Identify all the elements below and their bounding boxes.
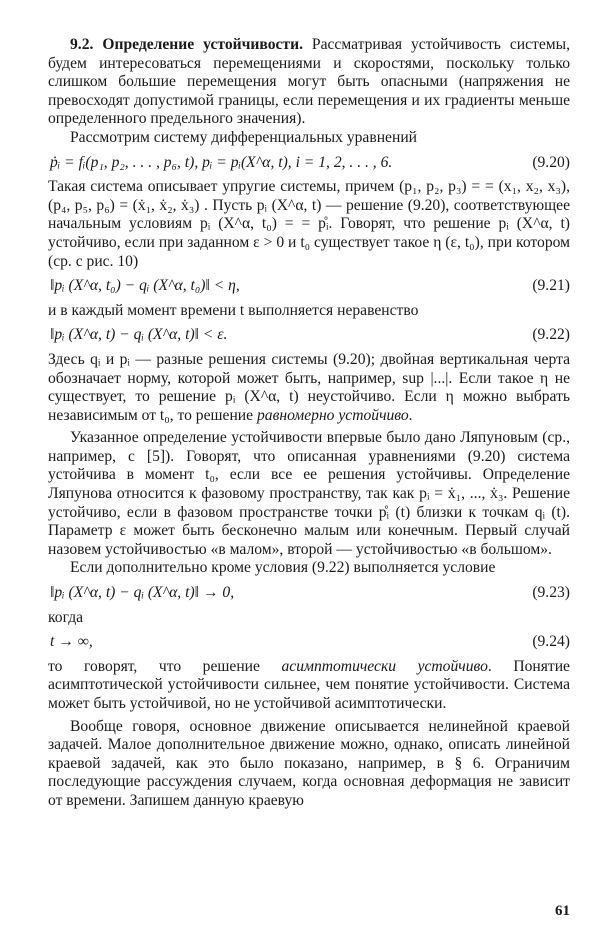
equation-9-20-number: (9.20) xyxy=(532,153,570,171)
consider-paragraph: Рассмотрим систему дифференциальных уравнений xyxy=(70,128,418,146)
asymptotic-paragraph xyxy=(48,658,570,714)
system-paragraph: Такая система описывает упругие системы, причем (p₁, p₂, p₃) = = (x₁, x₂, x₃), (p₄, p₅, p₆) = (ẋ₁, ẋ₂, ẋ₃) . Пусть pᵢ (X^α, t) — решение (9.20), соответствующее начальным условиям pᵢ (X^α, t₀) = = p̊ᵢ. Говорят, что решение pᵢ (X^α, t) устойчиво, если при заданном ε > 0 и t₀ существует такое η (ε, t₀), при котором (ср. с рис. 10) xyxy=(48,178,570,270)
equation-9-23 xyxy=(48,584,570,603)
section-heading: 9.2. Определение устойчивости. xyxy=(70,36,303,53)
page-body xyxy=(48,36,570,811)
lyapunov-paragraph: Указанное определение устойчивости впервые было дано Ляпуновым (ср., например, с [5]). Говорят, что описанная уравнениями (9.20) система устойчива в момент t₀, если все ее решения устойчивы. Определение Ляпунова относится к фазовому пространству, так как pᵢ = ẋ₁, ..., ẋ₃. Решение устойчиво, если в фазовом пространстве точки p̊ᵢ (t) близки к точкам qᵢ (t). Параметр ε может быть бесконечно малым или конечным. Первый случай назовем устойчивостью «в малом», второй — устойчивостью «в большом». xyxy=(48,429,570,558)
general-paragraph: Вообще говоря, основное движение описывается нелинейной краевой задачей. Малое дополнительное движение можно, однако, описать линейной краевой задачей, как это было показано, например, в § 6. Ограничим последующие рассуждения случаем, когда основная деформация не зависит от времени. Запишем данную краевую xyxy=(48,717,570,809)
intro-text: Рассматривая устойчивость системы, будем интересоваться перемещениями и скоростями, поскольку только слишком большие перемещения могут быть опасными (напряжения не превосходят допустимой границы, если перемещения и их градиенты меньше определенного предельного значения). xyxy=(48,36,571,128)
equation-9-22-expression: ‖pᵢ (X^α, t) − qᵢ (X^α, t)‖ < ε. xyxy=(50,326,228,344)
each-moment-paragraph: и в каждый момент времени t выполняется неравенство xyxy=(48,301,419,319)
uniformly-stable-term: равномерно устойчиво xyxy=(256,406,409,424)
asymptotic-text-end: . Понятие асимптотической устойчивости сильнее, чем понятие устойчивости. Система может быть устойчивой, но не устойчивой асимптотически. xyxy=(48,657,570,712)
if-paragraph: Если дополнительно кроме условия (9.22) выполняется условие xyxy=(70,559,496,577)
equation-9-24-number: (9.24) xyxy=(532,633,570,651)
here-paragraph xyxy=(48,351,570,425)
section-intro-paragraph xyxy=(48,36,570,129)
asymptotic-text: то говорят, что решение xyxy=(48,657,282,675)
equation-9-21-number: (9.21) xyxy=(532,277,570,295)
equation-9-20-expression: ṗᵢ = fᵢ(p₁, p₂, . . . , p₆, t), pᵢ = pᵢ(X^α, t), i = 1, 2, . . . , 6. xyxy=(50,153,393,171)
equation-9-21-expression: ‖pᵢ (X^α, t₀) − qᵢ (X^α, t₀)‖ < η, xyxy=(50,277,240,295)
equation-9-21 xyxy=(48,277,570,296)
equation-9-23-expression: ‖pᵢ (X^α, t) − qᵢ (X^α, t)‖ → 0, xyxy=(50,584,235,602)
page-number: 61 xyxy=(555,903,570,919)
equation-9-24 xyxy=(48,633,570,652)
equation-9-23-number: (9.23) xyxy=(532,584,570,602)
here-text-end: . xyxy=(408,406,413,424)
equation-9-22 xyxy=(48,326,570,345)
here-text: Здесь qᵢ и pᵢ — разные решения системы (9.20); двойная вертикальная черта обозначает норму, которой может быть, например, sup |...|. Если такое η не существует, то решение pᵢ (X^α, t) неустойчиво. Если η можно выбрать независимым от t₀, то решение xyxy=(48,350,570,424)
equation-9-20 xyxy=(48,154,570,173)
equation-9-24-expression: t → ∞, xyxy=(50,633,93,651)
when-paragraph: когда xyxy=(48,608,84,626)
equation-9-22-number: (9.22) xyxy=(532,326,570,344)
asymptotically-stable-term: асимптотически устойчиво xyxy=(281,657,488,675)
